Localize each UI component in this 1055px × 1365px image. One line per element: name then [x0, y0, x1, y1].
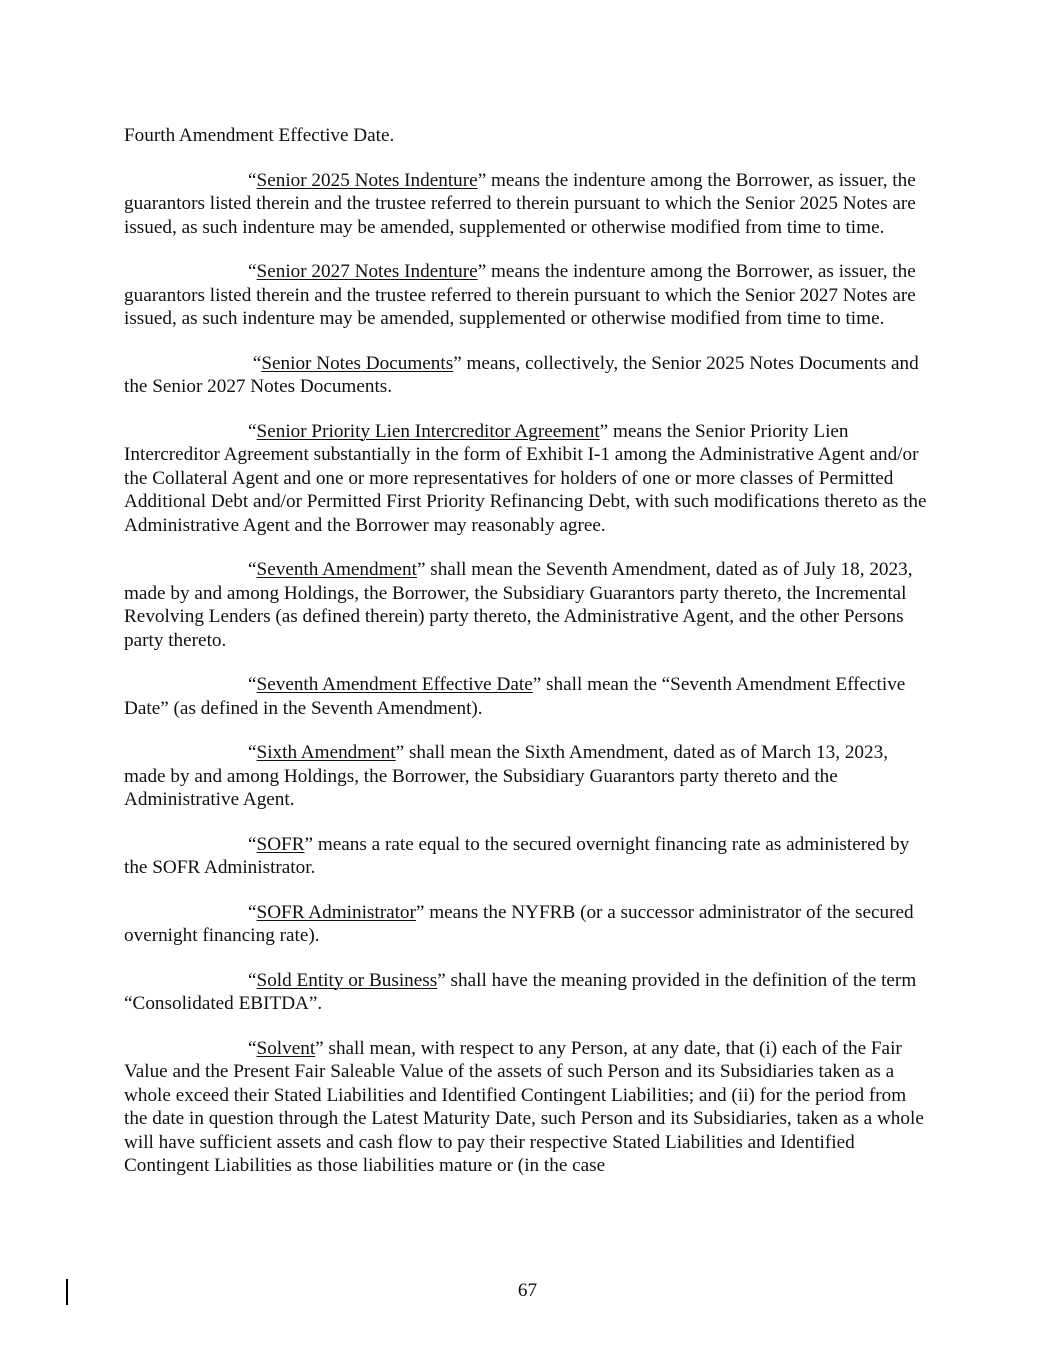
definition-paragraph: “SOFR” means a rate equal to the secured overnight financing rate as administered by the SOFR Administrator.: [124, 833, 910, 878]
document-body: [124, 124, 934, 1199]
page-number: 67: [517, 1280, 538, 1301]
definition-paragraph: “Senior Priority Lien Intercreditor Agreement” means the Senior Priority Lien Intercreditor Agreement substantially in the form of Exhibit I-1 among the Administrative Agent and/or the Collateral Agent and one or more representatives for holders of one or more classes of Permitted Additional Debt and/or Permitted First Priority Refinancing Debt, with such modifications thereto as the Administrative Agent and the Borrower may reasonably agree.: [124, 420, 927, 536]
defined-term: Senior Priority Lien Intercreditor Agreement: [256, 420, 600, 442]
defined-term: Senior 2025 Notes Indenture: [256, 169, 478, 191]
definition-paragraph: “Senior 2027 Notes Indenture” means the indenture among the Borrower, as issuer, the guarantors listed therein and the trustee referred to therein pursuant to which the Senior 2027 Notes are issued, as such indenture may be amended, supplemented or otherwise modified from time to time.: [124, 261, 916, 329]
defined-term: Sixth Amendment: [256, 742, 396, 763]
defined-term: Solvent: [256, 1037, 316, 1059]
defined-term: Senior 2027 Notes Indenture: [256, 261, 478, 282]
definitions-list: [124, 169, 934, 1178]
definition-paragraph: “Solvent” shall mean, with respect to any Person, at any date, that (i) each of the Fair Value and the Present Fair Saleable Value of the assets of such Person and its Subsidiaries taken as a whole exceed their Stated Liabilities and Identified Contingent Liabilities; and (ii) for the period from the date in question through the Latest Maturity Date, such Person and its Subsidiaries, taken as a whole will have sufficient assets and cash flow to pay their respective Stated Liabilities and Identified Contingent Liabilities as those liabilities mature or (in the case: [124, 1037, 924, 1176]
definition-paragraph: “Senior 2025 Notes Indenture” means the indenture among the Borrower, as issuer, the guarantors listed therein and the trustee referred to therein pursuant to which the Senior 2025 Notes are issued, as such indenture may be amended, supplemented or otherwise modified from time to time.: [124, 169, 916, 238]
defined-term: Senior Notes Documents: [261, 352, 454, 374]
defined-term: SOFR Administrator: [256, 901, 416, 923]
defined-term: Seventh Amendment: [256, 559, 417, 580]
definition-paragraph: “Seventh Amendment” shall mean the Seventh Amendment, dated as of July 18, 2023, made by and among Holdings, the Borrower, the Subsidiary Guarantors party thereto, the Incremental Revolving Lenders (as defined therein) party thereto, the Administrative Agent, and the other Persons party thereto.: [124, 559, 913, 651]
definition-paragraph: “Seventh Amendment Effective Date” shall mean the “Seventh Amendment Effective Date” (as defined in the Seventh Amendment).: [124, 674, 906, 719]
defined-term: SOFR: [256, 833, 305, 855]
continuation-text: Fourth Amendment Effective Date.: [124, 125, 395, 146]
definition-paragraph: “Sixth Amendment” shall mean the Sixth Amendment, dated as of March 13, 2023, made by and among Holdings, the Borrower, the Subsidiary Guarantors party thereto and the Administrative Agent.: [124, 742, 889, 810]
defined-term: Sold Entity or Business: [256, 969, 438, 991]
definition-paragraph: “Senior Notes Documents” means, collectively, the Senior 2025 Notes Documents and the Senior 2027 Notes Documents.: [124, 352, 919, 397]
definition-paragraph: “SOFR Administrator” means the NYFRB (or a successor administrator of the secured overnight financing rate).: [124, 901, 914, 946]
defined-term: Seventh Amendment Effective Date: [256, 674, 533, 695]
definition-paragraph: “Sold Entity or Business” shall have the meaning provided in the definition of the term “Consolidated EBITDA”.: [124, 969, 917, 1014]
